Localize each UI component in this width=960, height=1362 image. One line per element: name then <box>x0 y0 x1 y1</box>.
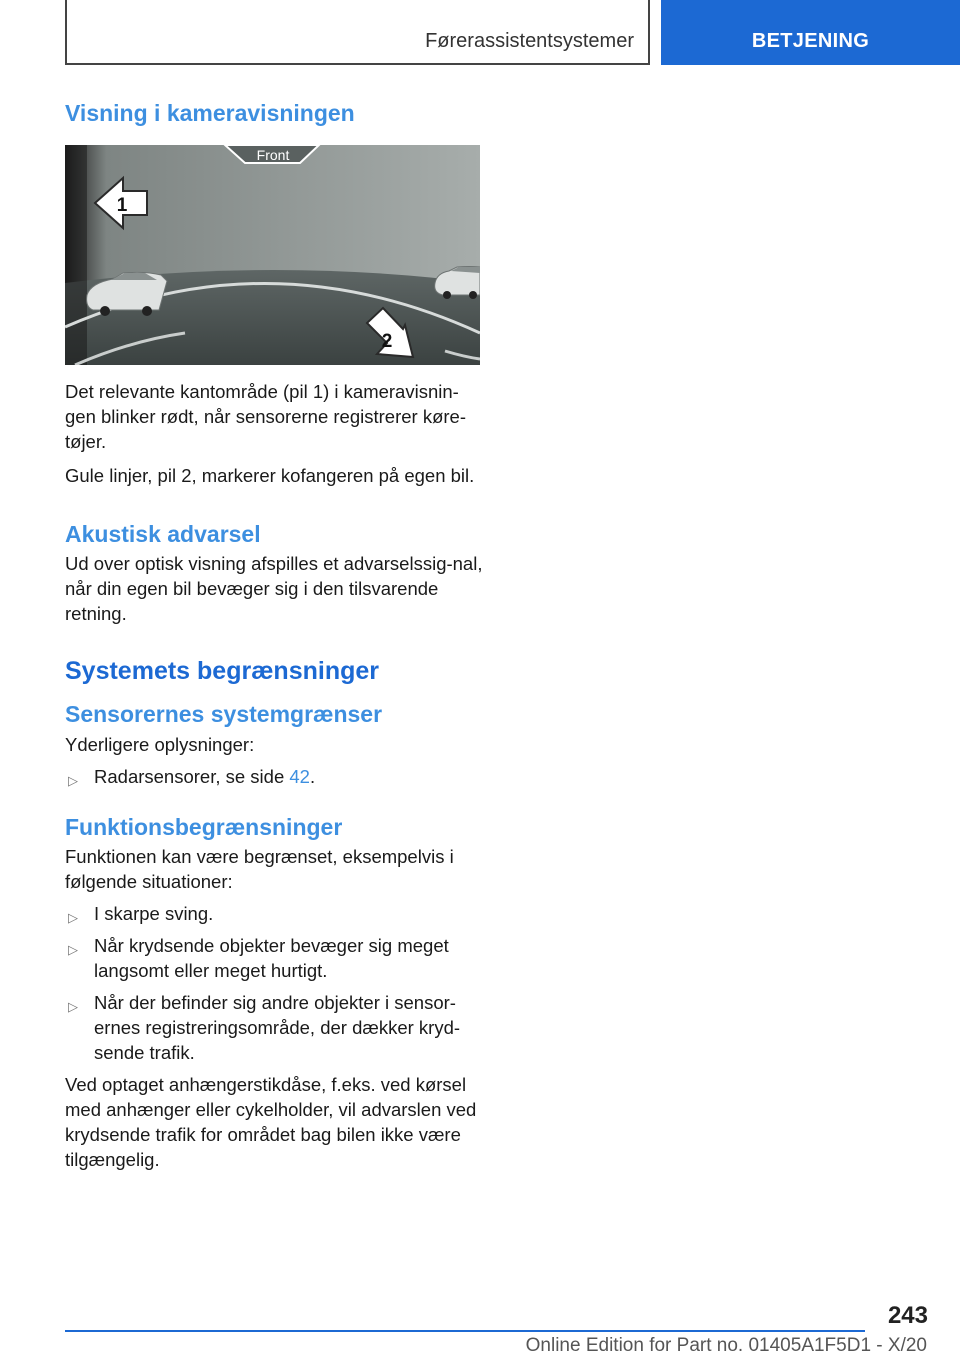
list-item <box>65 901 485 926</box>
list-item <box>65 764 485 789</box>
sensor-bullet-list <box>65 764 485 789</box>
header-section-box <box>65 0 650 65</box>
function-bullet-list <box>65 901 485 1065</box>
bullet-text: Når der befinder sig andre objekter i sensor-ernes registreringsområde, der dækker kryd-sende trafik. <box>94 992 461 1064</box>
paragraph-function: Funktionen kan være begrænset, eksempelvis i følgende situationer: <box>65 846 454 893</box>
arrow-1-label: 1 <box>116 194 128 216</box>
paragraph-camera-2: Gule linjer, pil 2, markerer kofangeren på egen bil. <box>65 464 475 486</box>
paragraph-more-info: Yderligere oplysninger: <box>65 733 255 755</box>
triangle-bullet-icon: ▷ <box>68 910 78 926</box>
bullet-radar-end: . <box>309 765 316 787</box>
triangle-bullet-icon: ▷ <box>68 772 78 788</box>
triangle-bullet-icon: ▷ <box>68 999 78 1015</box>
header-chapter-title: BETJENING <box>751 30 870 52</box>
bullet-text: Når krydsende objekter bevæger sig meget langsomt eller meget hurtigt. <box>94 935 449 982</box>
page-number: 243 <box>887 1302 928 1329</box>
list-item <box>65 933 485 983</box>
paragraph-acoustic: Ud over optisk visning afspilles et advarselssig-nal, når din egen bil bevæger sig i den tilsvarende retning. <box>65 553 483 625</box>
camera-view-illustration <box>65 145 480 365</box>
header-section-title: Førerassistentsystemer <box>425 30 634 52</box>
bullet-text: I skarpe sving. <box>94 903 214 925</box>
heading-sensor-limits: Sensorernes systemgrænser <box>65 701 383 728</box>
list-item <box>65 990 485 1065</box>
heading-camera-view: Visning i kameravisningen <box>65 100 355 126</box>
front-label: Front <box>256 146 290 163</box>
triangle-bullet-icon: ▷ <box>68 942 78 958</box>
page-link-42[interactable]: 42 <box>289 765 310 787</box>
arrow-2-label: 2 <box>381 330 393 352</box>
footer-divider <box>65 1330 865 1332</box>
heading-system-limits: Systemets begrænsninger <box>65 657 379 686</box>
content-column <box>65 100 485 1172</box>
paragraph-trailer: Ved optaget anhængerstikdåse, f.eks. ved kørsel med anhænger eller cykelholder, vil advarslen ved krydsende trafik for området bag bilen ikke være tilgængelig. <box>65 1074 477 1171</box>
footer-edition: Online Edition for Part no. 01405A1F5D1 - X/20 <box>525 1335 927 1356</box>
heading-acoustic-warning: Akustisk advarsel <box>65 520 261 547</box>
heading-function-limits: Funktionsbegrænsninger <box>65 813 343 840</box>
header-chapter-tab[interactable] <box>661 0 960 65</box>
paragraph-camera-1: Det relevante kantområde (pil 1) i kameravisnin-gen blinker rødt, når sensorerne registrerer køre-tøjer. <box>65 380 466 452</box>
bullet-radar-text: Radarsensorer, se side <box>94 765 290 787</box>
